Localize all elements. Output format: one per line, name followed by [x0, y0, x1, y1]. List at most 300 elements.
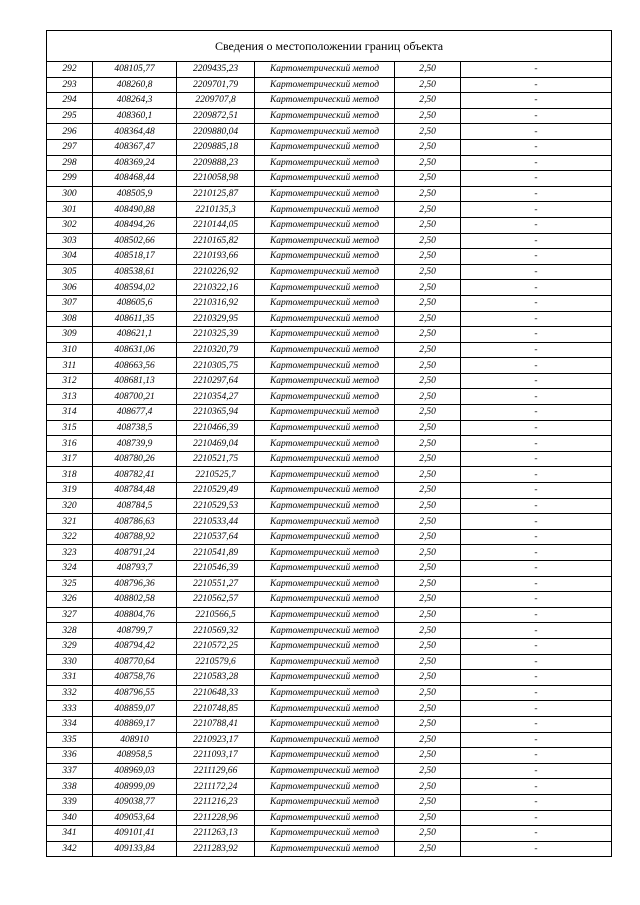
x-coordinate-cell: 408859,07: [93, 701, 177, 717]
table-row: [47, 295, 612, 311]
y-coordinate-cell: 2209872,51: [177, 108, 255, 124]
table-row: [47, 373, 612, 389]
y-coordinate-cell: 2210537,64: [177, 529, 255, 545]
boundary-coordinates-table: [46, 30, 612, 857]
method-cell: Картометрический метод: [255, 155, 395, 171]
method-cell: Картометрический метод: [255, 62, 395, 78]
table-row: [47, 483, 612, 499]
description-cell: -: [461, 358, 612, 374]
y-coordinate-cell: 2210529,53: [177, 498, 255, 514]
point-number-cell: 299: [47, 171, 93, 187]
y-coordinate-cell: 2210562,57: [177, 592, 255, 608]
accuracy-cell: 2,50: [395, 264, 461, 280]
table-row: [47, 436, 612, 452]
accuracy-cell: 2,50: [395, 810, 461, 826]
table-row: [47, 249, 612, 265]
description-cell: -: [461, 483, 612, 499]
point-number-cell: 332: [47, 685, 93, 701]
point-number-cell: 329: [47, 638, 93, 654]
y-coordinate-cell: 2210325,39: [177, 327, 255, 343]
accuracy-cell: 2,50: [395, 483, 461, 499]
accuracy-cell: 2,50: [395, 592, 461, 608]
accuracy-cell: 2,50: [395, 826, 461, 842]
y-coordinate-cell: 2210579,6: [177, 654, 255, 670]
x-coordinate-cell: 408770,64: [93, 654, 177, 670]
x-coordinate-cell: 408621,1: [93, 327, 177, 343]
y-coordinate-cell: 2210193,66: [177, 249, 255, 265]
table-row: [47, 607, 612, 623]
method-cell: Картометрический метод: [255, 763, 395, 779]
point-number-cell: 341: [47, 826, 93, 842]
table-title: Сведения о местоположении границ объекта: [47, 31, 612, 62]
method-cell: Картометрический метод: [255, 389, 395, 405]
description-cell: -: [461, 295, 612, 311]
method-cell: Картометрический метод: [255, 342, 395, 358]
method-cell: Картометрический метод: [255, 716, 395, 732]
y-coordinate-cell: 2209701,79: [177, 77, 255, 93]
accuracy-cell: 2,50: [395, 389, 461, 405]
x-coordinate-cell: 408796,55: [93, 685, 177, 701]
accuracy-cell: 2,50: [395, 841, 461, 857]
table-row: [47, 124, 612, 140]
point-number-cell: 326: [47, 592, 93, 608]
accuracy-cell: 2,50: [395, 716, 461, 732]
table-row: [47, 779, 612, 795]
accuracy-cell: 2,50: [395, 171, 461, 187]
method-cell: Картометрический метод: [255, 514, 395, 530]
table-row: [47, 748, 612, 764]
accuracy-cell: 2,50: [395, 607, 461, 623]
table-row: [47, 405, 612, 421]
accuracy-cell: 2,50: [395, 327, 461, 343]
method-cell: Картометрический метод: [255, 280, 395, 296]
method-cell: Картометрический метод: [255, 826, 395, 842]
method-cell: Картометрический метод: [255, 311, 395, 327]
table-row: [47, 763, 612, 779]
accuracy-cell: 2,50: [395, 685, 461, 701]
x-coordinate-cell: 408468,44: [93, 171, 177, 187]
method-cell: Картометрический метод: [255, 498, 395, 514]
point-number-cell: 323: [47, 545, 93, 561]
table-row: [47, 529, 612, 545]
table-row: [47, 623, 612, 639]
table-row: [47, 62, 612, 78]
method-cell: Картометрический метод: [255, 841, 395, 857]
y-coordinate-cell: 2210322,16: [177, 280, 255, 296]
y-coordinate-cell: 2210583,28: [177, 670, 255, 686]
description-cell: -: [461, 732, 612, 748]
x-coordinate-cell: 408738,5: [93, 420, 177, 436]
x-coordinate-cell: 408505,9: [93, 186, 177, 202]
description-cell: -: [461, 436, 612, 452]
method-cell: Картометрический метод: [255, 451, 395, 467]
y-coordinate-cell: 2210365,94: [177, 405, 255, 421]
method-cell: Картометрический метод: [255, 654, 395, 670]
x-coordinate-cell: 408780,26: [93, 451, 177, 467]
method-cell: Картометрический метод: [255, 794, 395, 810]
method-cell: Картометрический метод: [255, 623, 395, 639]
accuracy-cell: 2,50: [395, 779, 461, 795]
description-cell: -: [461, 373, 612, 389]
accuracy-cell: 2,50: [395, 514, 461, 530]
point-number-cell: 338: [47, 779, 93, 795]
point-number-cell: 297: [47, 139, 93, 155]
y-coordinate-cell: 2210125,87: [177, 186, 255, 202]
table-row: [47, 108, 612, 124]
y-coordinate-cell: 2209435,23: [177, 62, 255, 78]
y-coordinate-cell: 2211172,24: [177, 779, 255, 795]
x-coordinate-cell: 408260,8: [93, 77, 177, 93]
description-cell: -: [461, 405, 612, 421]
description-cell: -: [461, 264, 612, 280]
table-row: [47, 654, 612, 670]
description-cell: -: [461, 779, 612, 795]
accuracy-cell: 2,50: [395, 405, 461, 421]
table-row: [47, 826, 612, 842]
description-cell: -: [461, 186, 612, 202]
method-cell: Картометрический метод: [255, 373, 395, 389]
y-coordinate-cell: 2211129,66: [177, 763, 255, 779]
y-coordinate-cell: 2210165,82: [177, 233, 255, 249]
point-number-cell: 295: [47, 108, 93, 124]
description-cell: -: [461, 280, 612, 296]
description-cell: -: [461, 451, 612, 467]
table-row: [47, 810, 612, 826]
point-number-cell: 307: [47, 295, 93, 311]
accuracy-cell: 2,50: [395, 748, 461, 764]
point-number-cell: 311: [47, 358, 93, 374]
x-coordinate-cell: 408611,35: [93, 311, 177, 327]
description-cell: -: [461, 685, 612, 701]
accuracy-cell: 2,50: [395, 249, 461, 265]
y-coordinate-cell: 2210541,89: [177, 545, 255, 561]
y-coordinate-cell: 2210354,27: [177, 389, 255, 405]
method-cell: Картометрический метод: [255, 233, 395, 249]
title-row: [47, 31, 612, 62]
y-coordinate-cell: 2209888,23: [177, 155, 255, 171]
description-cell: -: [461, 561, 612, 577]
y-coordinate-cell: 2210135,3: [177, 202, 255, 218]
table-row: [47, 467, 612, 483]
accuracy-cell: 2,50: [395, 124, 461, 140]
point-number-cell: 336: [47, 748, 93, 764]
point-number-cell: 314: [47, 405, 93, 421]
table-row: [47, 171, 612, 187]
x-coordinate-cell: 408958,5: [93, 748, 177, 764]
x-coordinate-cell: 408360,1: [93, 108, 177, 124]
point-number-cell: 337: [47, 763, 93, 779]
accuracy-cell: 2,50: [395, 217, 461, 233]
table-row: [47, 638, 612, 654]
method-cell: Картометрический метод: [255, 529, 395, 545]
accuracy-cell: 2,50: [395, 763, 461, 779]
y-coordinate-cell: 2210748,85: [177, 701, 255, 717]
x-coordinate-cell: 408788,92: [93, 529, 177, 545]
boundary-table-sheet: [46, 30, 611, 857]
method-cell: Картометрический метод: [255, 358, 395, 374]
table-row: [47, 545, 612, 561]
y-coordinate-cell: 2211283,92: [177, 841, 255, 857]
x-coordinate-cell: 408494,26: [93, 217, 177, 233]
y-coordinate-cell: 2210058,98: [177, 171, 255, 187]
table-row: [47, 701, 612, 717]
x-coordinate-cell: 408594,02: [93, 280, 177, 296]
description-cell: -: [461, 763, 612, 779]
description-cell: -: [461, 841, 612, 857]
description-cell: -: [461, 576, 612, 592]
method-cell: Картометрический метод: [255, 420, 395, 436]
method-cell: Картометрический метод: [255, 685, 395, 701]
point-number-cell: 321: [47, 514, 93, 530]
y-coordinate-cell: 2211263,13: [177, 826, 255, 842]
point-number-cell: 302: [47, 217, 93, 233]
accuracy-cell: 2,50: [395, 233, 461, 249]
accuracy-cell: 2,50: [395, 311, 461, 327]
table-row: [47, 280, 612, 296]
description-cell: -: [461, 716, 612, 732]
point-number-cell: 316: [47, 436, 93, 452]
description-cell: -: [461, 748, 612, 764]
point-number-cell: 292: [47, 62, 93, 78]
point-number-cell: 320: [47, 498, 93, 514]
point-number-cell: 306: [47, 280, 93, 296]
x-coordinate-cell: 408791,24: [93, 545, 177, 561]
y-coordinate-cell: 2210226,92: [177, 264, 255, 280]
x-coordinate-cell: 408793,7: [93, 561, 177, 577]
y-coordinate-cell: 2211216,23: [177, 794, 255, 810]
x-coordinate-cell: 408518,17: [93, 249, 177, 265]
description-cell: -: [461, 498, 612, 514]
y-coordinate-cell: 2210572,25: [177, 638, 255, 654]
method-cell: Картометрический метод: [255, 561, 395, 577]
x-coordinate-cell: 408490,88: [93, 202, 177, 218]
accuracy-cell: 2,50: [395, 545, 461, 561]
x-coordinate-cell: 408804,76: [93, 607, 177, 623]
description-cell: -: [461, 171, 612, 187]
description-cell: -: [461, 155, 612, 171]
point-number-cell: 294: [47, 93, 93, 109]
point-number-cell: 312: [47, 373, 93, 389]
y-coordinate-cell: 2210788,41: [177, 716, 255, 732]
y-coordinate-cell: 2211228,96: [177, 810, 255, 826]
y-coordinate-cell: 2210566,5: [177, 607, 255, 623]
x-coordinate-cell: 408969,03: [93, 763, 177, 779]
table-row: [47, 93, 612, 109]
accuracy-cell: 2,50: [395, 358, 461, 374]
description-cell: -: [461, 108, 612, 124]
accuracy-cell: 2,50: [395, 373, 461, 389]
y-coordinate-cell: 2210316,92: [177, 295, 255, 311]
x-coordinate-cell: 408758,76: [93, 670, 177, 686]
point-number-cell: 327: [47, 607, 93, 623]
x-coordinate-cell: 408605,6: [93, 295, 177, 311]
y-coordinate-cell: 2209880,04: [177, 124, 255, 140]
y-coordinate-cell: 2211093,17: [177, 748, 255, 764]
description-cell: -: [461, 670, 612, 686]
method-cell: Картометрический метод: [255, 171, 395, 187]
point-number-cell: 335: [47, 732, 93, 748]
point-number-cell: 300: [47, 186, 93, 202]
point-number-cell: 318: [47, 467, 93, 483]
table-row: [47, 202, 612, 218]
method-cell: Картометрический метод: [255, 670, 395, 686]
description-cell: -: [461, 545, 612, 561]
method-cell: Картометрический метод: [255, 483, 395, 499]
table-row: [47, 841, 612, 857]
table-row: [47, 327, 612, 343]
x-coordinate-cell: 408799,7: [93, 623, 177, 639]
table-row: [47, 77, 612, 93]
table-row: [47, 139, 612, 155]
x-coordinate-cell: 408631,06: [93, 342, 177, 358]
point-number-cell: 325: [47, 576, 93, 592]
accuracy-cell: 2,50: [395, 529, 461, 545]
y-coordinate-cell: 2210533,44: [177, 514, 255, 530]
table-row: [47, 561, 612, 577]
table-row: [47, 670, 612, 686]
description-cell: -: [461, 654, 612, 670]
x-coordinate-cell: 408910: [93, 732, 177, 748]
point-number-cell: 313: [47, 389, 93, 405]
accuracy-cell: 2,50: [395, 108, 461, 124]
x-coordinate-cell: 409038,77: [93, 794, 177, 810]
x-coordinate-cell: 409133,84: [93, 841, 177, 857]
method-cell: Картометрический метод: [255, 202, 395, 218]
table-row: [47, 451, 612, 467]
x-coordinate-cell: 408681,13: [93, 373, 177, 389]
table-row: [47, 186, 612, 202]
x-coordinate-cell: 408739,9: [93, 436, 177, 452]
table-row: [47, 498, 612, 514]
description-cell: -: [461, 327, 612, 343]
y-coordinate-cell: 2210521,75: [177, 451, 255, 467]
x-coordinate-cell: 408367,47: [93, 139, 177, 155]
method-cell: Картометрический метод: [255, 249, 395, 265]
description-cell: -: [461, 467, 612, 483]
accuracy-cell: 2,50: [395, 451, 461, 467]
method-cell: Картометрический метод: [255, 77, 395, 93]
point-number-cell: 317: [47, 451, 93, 467]
description-cell: -: [461, 139, 612, 155]
method-cell: Картометрический метод: [255, 576, 395, 592]
point-number-cell: 308: [47, 311, 93, 327]
x-coordinate-cell: 408802,58: [93, 592, 177, 608]
accuracy-cell: 2,50: [395, 638, 461, 654]
x-coordinate-cell: 408369,24: [93, 155, 177, 171]
x-coordinate-cell: 408794,42: [93, 638, 177, 654]
table-row: [47, 342, 612, 358]
x-coordinate-cell: 408502,66: [93, 233, 177, 249]
table-row: [47, 311, 612, 327]
accuracy-cell: 2,50: [395, 420, 461, 436]
table-row: [47, 420, 612, 436]
point-number-cell: 298: [47, 155, 93, 171]
point-number-cell: 330: [47, 654, 93, 670]
table-row: [47, 576, 612, 592]
accuracy-cell: 2,50: [395, 654, 461, 670]
accuracy-cell: 2,50: [395, 623, 461, 639]
x-coordinate-cell: 409101,41: [93, 826, 177, 842]
y-coordinate-cell: 2210546,39: [177, 561, 255, 577]
y-coordinate-cell: 2210469,04: [177, 436, 255, 452]
y-coordinate-cell: 2210329,95: [177, 311, 255, 327]
method-cell: Картометрический метод: [255, 139, 395, 155]
point-number-cell: 319: [47, 483, 93, 499]
method-cell: Картометрический метод: [255, 264, 395, 280]
point-number-cell: 322: [47, 529, 93, 545]
point-number-cell: 303: [47, 233, 93, 249]
description-cell: -: [461, 794, 612, 810]
x-coordinate-cell: 408784,48: [93, 483, 177, 499]
method-cell: Картометрический метод: [255, 467, 395, 483]
accuracy-cell: 2,50: [395, 561, 461, 577]
x-coordinate-cell: 409053,64: [93, 810, 177, 826]
accuracy-cell: 2,50: [395, 139, 461, 155]
description-cell: -: [461, 529, 612, 545]
table-row: [47, 716, 612, 732]
accuracy-cell: 2,50: [395, 670, 461, 686]
description-cell: -: [461, 701, 612, 717]
method-cell: Картометрический метод: [255, 638, 395, 654]
table-row: [47, 155, 612, 171]
y-coordinate-cell: 2210529,49: [177, 483, 255, 499]
method-cell: Картометрический метод: [255, 295, 395, 311]
description-cell: -: [461, 810, 612, 826]
point-number-cell: 333: [47, 701, 93, 717]
description-cell: -: [461, 592, 612, 608]
point-number-cell: 315: [47, 420, 93, 436]
table-row: [47, 264, 612, 280]
y-coordinate-cell: 2210320,79: [177, 342, 255, 358]
method-cell: Картометрический метод: [255, 217, 395, 233]
method-cell: Картометрический метод: [255, 124, 395, 140]
description-cell: -: [461, 249, 612, 265]
accuracy-cell: 2,50: [395, 155, 461, 171]
description-cell: -: [461, 420, 612, 436]
table-row: [47, 217, 612, 233]
table-row: [47, 732, 612, 748]
point-number-cell: 342: [47, 841, 93, 857]
accuracy-cell: 2,50: [395, 202, 461, 218]
description-cell: -: [461, 311, 612, 327]
accuracy-cell: 2,50: [395, 62, 461, 78]
point-number-cell: 293: [47, 77, 93, 93]
method-cell: Картометрический метод: [255, 327, 395, 343]
accuracy-cell: 2,50: [395, 701, 461, 717]
description-cell: -: [461, 124, 612, 140]
table-row: [47, 233, 612, 249]
table-row: [47, 389, 612, 405]
point-number-cell: 310: [47, 342, 93, 358]
method-cell: Картометрический метод: [255, 779, 395, 795]
table-row: [47, 592, 612, 608]
accuracy-cell: 2,50: [395, 280, 461, 296]
x-coordinate-cell: 408999,09: [93, 779, 177, 795]
y-coordinate-cell: 2210569,32: [177, 623, 255, 639]
method-cell: Картометрический метод: [255, 108, 395, 124]
y-coordinate-cell: 2210648,33: [177, 685, 255, 701]
description-cell: -: [461, 623, 612, 639]
x-coordinate-cell: 408796,36: [93, 576, 177, 592]
y-coordinate-cell: 2210305,75: [177, 358, 255, 374]
accuracy-cell: 2,50: [395, 436, 461, 452]
table-row: [47, 358, 612, 374]
y-coordinate-cell: 2210551,27: [177, 576, 255, 592]
method-cell: Картометрический метод: [255, 592, 395, 608]
point-number-cell: 331: [47, 670, 93, 686]
point-number-cell: 296: [47, 124, 93, 140]
method-cell: Картометрический метод: [255, 732, 395, 748]
